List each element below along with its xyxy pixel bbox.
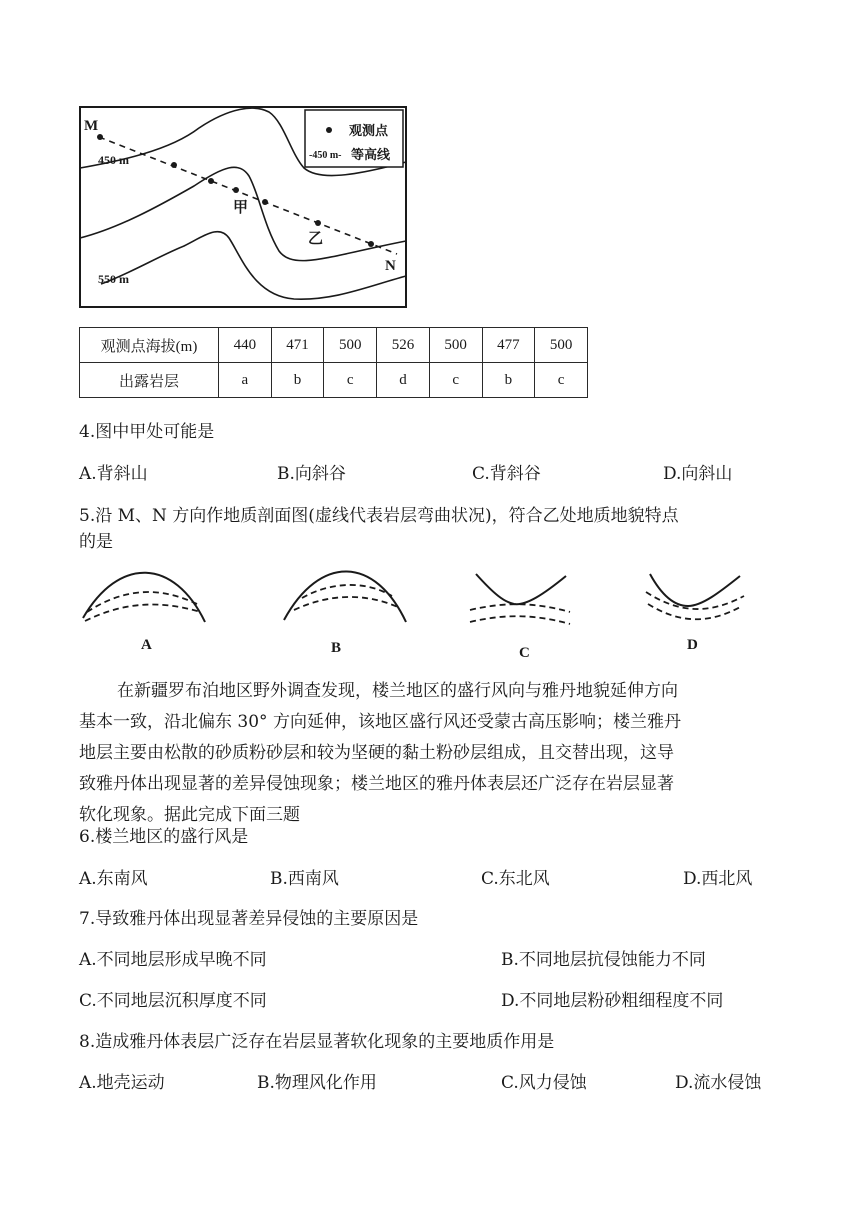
- q8-option-c: C.风力侵蚀: [501, 1073, 587, 1093]
- table-cell: a: [219, 363, 272, 398]
- point-n-label: N: [385, 258, 396, 274]
- contour-label-550: 550 m: [98, 272, 129, 286]
- passage-line: 软化现象。据此完成下面三题: [79, 805, 300, 825]
- observation-point-dot: [315, 220, 321, 226]
- q7-option-d: D.不同地层粉砂粗细程度不同: [501, 991, 724, 1011]
- q6-option-c: C.东北风: [481, 869, 550, 889]
- question-6: 6.楼兰地区的盛行风是: [79, 827, 249, 847]
- q4-option-c: C.背斜谷: [472, 464, 541, 484]
- diagram-label-b: B: [331, 640, 342, 656]
- contour-label-450: 450 m: [98, 153, 129, 167]
- table-cell: c: [535, 363, 588, 398]
- diagram-label-c: C: [519, 645, 530, 661]
- table-cell: 477: [482, 328, 535, 363]
- observation-point-dot: [171, 162, 177, 168]
- observation-point-dot: [233, 187, 239, 193]
- question-8: 8.造成雅丹体表层广泛存在岩层显著软化现象的主要地质作用是: [79, 1032, 555, 1052]
- q6-option-b: B.西南风: [270, 869, 339, 889]
- observation-point-dot: [208, 178, 214, 184]
- q6-option-a: A.东南风: [79, 869, 148, 889]
- observation-table: [79, 327, 588, 398]
- passage-line: 地层主要由松散的砂质粉砂层和较为坚硬的黏土粉砂层组成，且交替出现，这导: [79, 743, 674, 763]
- table-row: [80, 328, 588, 363]
- table-cell: 500: [324, 328, 377, 363]
- table-row: [80, 363, 588, 398]
- q7-option-c: C.不同地层沉积厚度不同: [79, 991, 267, 1011]
- passage-line: 在新疆罗布泊地区野外调查发现，楼兰地区的盛行风向与雅丹地貌延伸方向: [117, 681, 678, 701]
- label-jia: 甲: [233, 198, 249, 216]
- passage-line: 致雅丹体出现显著的差异侵蚀现象；楼兰地区的雅丹体表层还广泛存在岩层显著: [79, 774, 674, 794]
- q7-option-b: B.不同地层抗侵蚀能力不同: [501, 950, 706, 970]
- table-cell: b: [482, 363, 535, 398]
- q8-option-a: A.地壳运动: [79, 1073, 165, 1093]
- label-yi: 乙: [308, 229, 324, 247]
- question-4: 4.图中甲处可能是: [79, 422, 215, 442]
- table-cell: 500: [429, 328, 482, 363]
- passage-line: 基本一致，沿北偏东 30° 方向延伸，该地区盛行风还受蒙古高压影响；楼兰雅丹: [79, 712, 681, 732]
- q4-option-a: A.背斜山: [79, 464, 148, 484]
- table-cell: c: [324, 363, 377, 398]
- legend-point-label: 观测点: [349, 124, 389, 139]
- table-header-layer: 出露岩层: [80, 363, 219, 398]
- legend-point-icon: [326, 127, 332, 133]
- observation-point-dot: [97, 134, 103, 140]
- point-m-label: M: [84, 118, 99, 134]
- question-7: 7.导致雅丹体出现显著差异侵蚀的主要原因是: [79, 909, 419, 929]
- diagram-label-a: A: [141, 637, 152, 653]
- table-cell: 440: [219, 328, 272, 363]
- observation-point-dot: [368, 241, 374, 247]
- table-cell: d: [377, 363, 430, 398]
- profile-diagram-b: [280, 566, 412, 661]
- table-cell: c: [429, 363, 482, 398]
- contour-map: [79, 106, 407, 308]
- q7-option-a: A.不同地层形成早晚不同: [79, 950, 267, 970]
- q8-option-b: B.物理风化作用: [257, 1073, 377, 1093]
- legend-contour-label: 等高线: [351, 148, 391, 163]
- diagram-label-d: D: [687, 637, 698, 653]
- table-cell: 500: [535, 328, 588, 363]
- q8-option-d: D.流水侵蚀: [675, 1073, 762, 1093]
- question-5-line-1: 5.沿 M、N 方向作地质剖面图(虚线代表岩层弯曲状况)，符合乙处地质地貌特点: [79, 506, 679, 526]
- table-cell: 471: [271, 328, 324, 363]
- table-cell: 526: [377, 328, 430, 363]
- table-cell: b: [271, 363, 324, 398]
- q4-option-d: D.向斜山: [663, 464, 733, 484]
- profile-diagram-c: [464, 566, 596, 661]
- observation-point-dot: [262, 199, 268, 205]
- passage: [79, 676, 779, 831]
- q4-option-b: B.向斜谷: [277, 464, 346, 484]
- question-5-line-2: 的是: [79, 532, 113, 552]
- legend-contour-sample: -450 m-: [309, 150, 342, 161]
- q6-option-d: D.西北风: [683, 869, 753, 889]
- profile-diagram-d: [640, 566, 772, 661]
- table-header-elevation: 观测点海拔(m): [80, 328, 219, 363]
